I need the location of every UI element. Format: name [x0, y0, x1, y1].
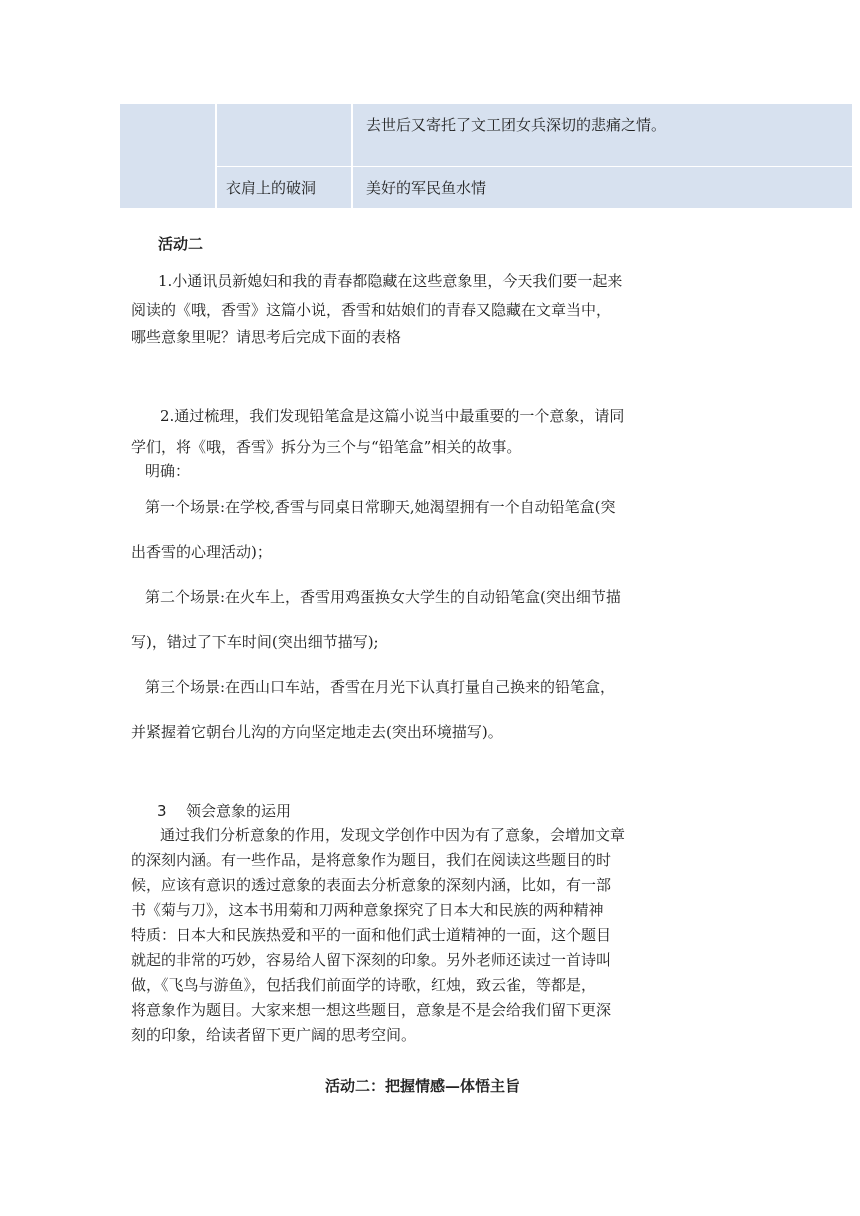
mingque-label: 明确： [145, 462, 191, 480]
scene-1-line-1: 第一个场景:在学校,香雪与同桌日常聊天,她渴望拥有一个自动铅笔盒(突 [145, 498, 616, 516]
item2-line-1: 2.通过梳理，我们发现铅笔盒是这篇小说当中最重要的一个意象，请同 [160, 407, 625, 425]
table-text-row2-mid: 衣肩上的破洞 [226, 179, 317, 197]
activity2-heading: 活动二 [158, 235, 204, 253]
item2-line-2: 学们，将《哦，香雪》拆分为三个与“铅笔盒”相关的故事。 [131, 438, 522, 456]
item1-line-2: 阅读的《哦，香雪》这篇小说，香雪和姑娘们的青春又隐藏在文章当中， [131, 301, 612, 319]
table-fragment [120, 104, 852, 208]
section3-para-line-9: 刻的印象，给读者留下更广阔的思考空间。 [131, 1026, 417, 1044]
section3-para-line-3: 候，应该有意识的透过意象的表面去分析意象的深刻内涵，比如，有一部 [131, 876, 612, 894]
section3-title: 领会意象的运用 [186, 802, 292, 820]
scene-2-line-1: 第二个场景:在火车上，香雪用鸡蛋换女大学生的自动铅笔盒(突出细节描 [145, 588, 621, 606]
section3-para-line-5: 特质：日本大和民族热爱和平的一面和他们武士道精神的一面，这个题目 [131, 926, 612, 944]
item1-line-3: 哪些意象里呢？请思考后完成下面的表格 [131, 328, 402, 346]
section3-para-line-6: 就起的非常的巧妙，容易给人留下深刻的印象。另外老师还读过一首诗叫 [131, 951, 612, 969]
table-row-divider [217, 166, 852, 167]
scene-3-line-2: 并紧握着它朝台儿沟的方向坚定地走去(突出环境描写)。 [131, 723, 503, 741]
table-cell-row1-mid [217, 104, 352, 166]
scene-2-line-2: 写)，错过了下车时间(突出细节描写); [131, 633, 379, 651]
table-text-row1-right: 去世后又寄托了文工团女兵深切的悲痛之情。 [366, 116, 667, 134]
table-cell-left [120, 104, 216, 208]
final-heading: 活动二：把握情感—体悟主旨 [325, 1077, 521, 1095]
table-cell-row1-right [353, 104, 852, 166]
section3-para-line-8: 将意象作为题目。大家来想一想这些题目，意象是不是会给我们留下更深 [131, 1001, 612, 1019]
section3-number: 3 [157, 802, 167, 820]
section3-para-line-2: 的深刻内涵。有一些作品，是将意象作为题目，我们在阅读这些题目的时 [131, 851, 612, 869]
section3-para-line-4: 书《菊与刀》，这本书用菊和刀两种意象探究了日本大和民族的两种精神 [131, 901, 604, 919]
table-text-row2-right: 美好的军民鱼水情 [366, 179, 487, 197]
section3-para-line-7: 做，《飞鸟与游鱼》，包括我们前面学的诗歌，红烛，致云雀，等都是， [131, 976, 597, 994]
section3-para-line-1: 通过我们分析意象的作用，发现文学创作中因为有了意象，会增加文章 [160, 826, 626, 844]
scene-1-line-2: 出香雪的心理活动)； [131, 543, 272, 561]
scene-3-line-1: 第三个场景:在西山口车站，香雪在月光下认真打量自己换来的铅笔盒， [145, 678, 616, 696]
item1-line-1: 1.小通讯员新媳妇和我的青春都隐藏在这些意象里，今天我们要一起来 [158, 272, 623, 290]
